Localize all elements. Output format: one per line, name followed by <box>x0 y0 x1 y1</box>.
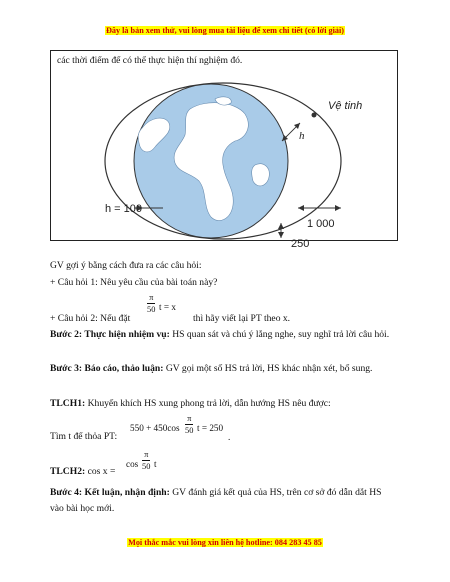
step-2: Bước 2: Thực hiện nhiệm vụ: HS quan sát và chú ý lắng nghe, suy nghĩ trả lời câu hỏi. <box>50 329 390 340</box>
hotline-banner: Mọi thắc mắc vui lòng xin liên hệ hotline: 084 283 45 85 <box>128 538 322 547</box>
figure-box <box>50 50 398 250</box>
step-4: Bước 4: Kết luận, nhận định: GV đánh giá kết quả của HS, trên cơ sở đó dẫn dắt HS vào bài học mới. <box>50 487 382 514</box>
equation-2-fraction: π 50 <box>142 450 151 471</box>
bottom-label: 250 <box>291 238 310 250</box>
fraction-pi-50: π 50 <box>147 293 156 314</box>
satellite-label: Vệ tinh <box>328 100 363 112</box>
left-label: h = 100 <box>105 203 143 215</box>
tlch1: TLCH1: Khuyến khích HS xung phong trả lời, dẫn hướng HS nêu được: <box>50 398 331 409</box>
tlch2: TLCH2: cos x = <box>50 466 116 477</box>
equation-2-lead: cos <box>126 459 139 469</box>
continent-island <box>252 164 270 186</box>
equation-2-tail: t <box>154 459 157 469</box>
right-label: 1 000 <box>307 218 335 230</box>
para-question-1: + Câu hỏi 1: Nêu yêu cầu của bài toán này? <box>50 277 218 288</box>
step-3: Bước 3: Báo cáo, thảo luận: GV gọi một số HS trả lời, HS khác nhận xét, bổ sung. <box>50 363 373 374</box>
equation-1-fraction: π 50 <box>185 414 194 435</box>
earth-satellite-figure <box>95 69 363 250</box>
satellite-dot <box>312 113 317 118</box>
h-label: h <box>299 130 305 142</box>
preview-banner: Đây là bản xem thử, vui lòng mua tài liệu để xem chi tiết (có lời giải) <box>105 26 344 35</box>
para-hint: GV gợi ý bằng cách đưa ra các câu hỏi: <box>50 260 202 271</box>
equation-1-tail: t = 250 <box>197 423 224 433</box>
find-t-label: Tìm t để thỏa PT: <box>50 431 118 442</box>
equation-1-lead: 550 + 450cos <box>130 423 180 433</box>
para-question-2-end: thì hãy viết lại PT theo x. <box>193 313 291 324</box>
fraction-tail: t = x <box>159 302 176 312</box>
box-text: các thời điểm để có thể thực hiện thí nghiệm đó. <box>57 55 243 66</box>
equation-1-period: . <box>228 432 231 442</box>
para-question-2: + Câu hỏi 2: Nếu đặt <box>50 313 131 324</box>
